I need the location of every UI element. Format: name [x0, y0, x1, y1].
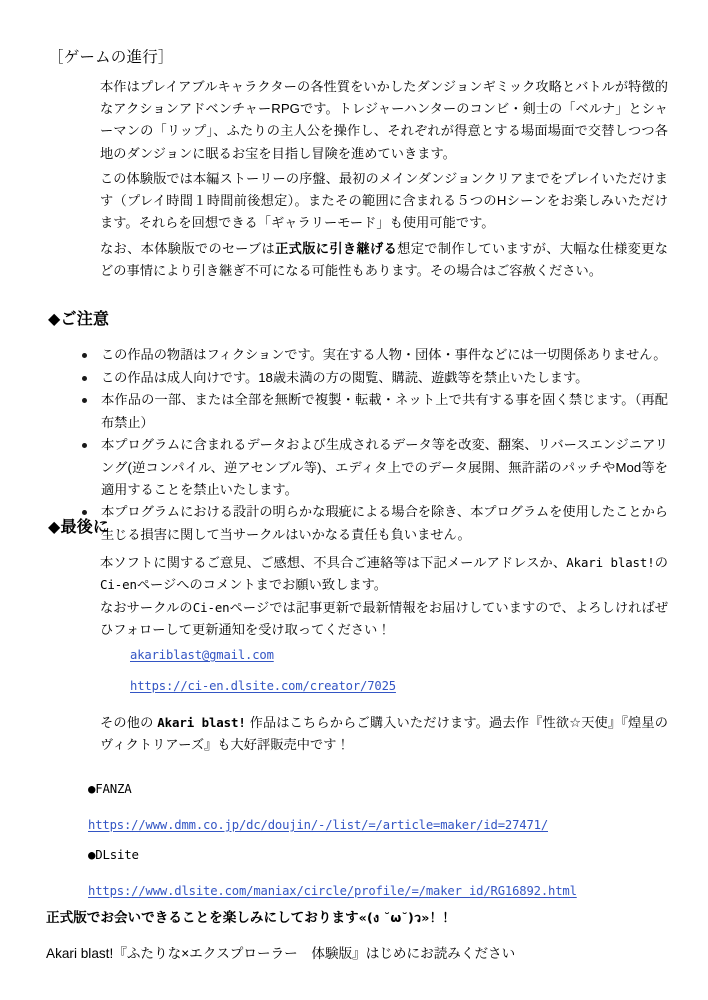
- follow-text-part2: ページでは記事更新で最新情報をお届けしていますので、よろしければぜひフォローして更新通知を受け取ってください！: [100, 600, 668, 638]
- contact-text-part1: 本ソフトに関するご意見、ご感想、不具合ご連絡等は下記メールアドレスか、: [100, 555, 567, 570]
- contact-text-part3: ページへのコメントまでお願い致します。: [136, 577, 388, 593]
- list-item: 本プログラムにおける設計の明らかな瑕疵による場合を除き、本プログラムを使用したことから生じる損害に関して当サークルはいかなる責任も負いません。: [80, 501, 668, 545]
- store-label-fanza: ●FANZA: [88, 781, 132, 796]
- save-notice-emphasis: 正式版に引き継げる: [275, 241, 398, 256]
- paragraph-other-works: [100, 712, 668, 756]
- brand-name: Akari blast!: [566, 555, 655, 570]
- follow-text-part1: なおサークルの: [100, 600, 193, 615]
- section-heading-game-progress: ［ゲームの進行］: [48, 49, 174, 66]
- list-item: この作品は成人向けです。18歳未満の方の閲覧、購読、遊戯等を禁止いたします。: [80, 367, 668, 389]
- kaomoji-emoticon: «(ง ˘ω˘)ว»！！: [358, 910, 456, 925]
- cien-label: Ci-en: [100, 577, 137, 593]
- paragraph-game-overview: 本作はプレイアブルキャラクターの各性質をいかしたダンジョンギミック攻略とバトルが特徴的なアクションアドベンチャーRPGです。トレジャーハンターのコンビ・剣士の「ベルナ」とシャーマンの「リップ」、ふたりの主人公を操作し、それぞれが得意とする場面場面で交替しつつ各地のダンジョンに眠るお宝を目指し冒険を進めていきます。: [100, 79, 668, 161]
- paragraph-save-notice: [100, 238, 668, 282]
- contact-text-part2: の: [654, 555, 668, 570]
- store-label-dlsite: ●DLsite: [88, 847, 139, 862]
- list-item: 本作品の一部、または全部を無断で複製・転載・ネット上で共有する事を固く禁じます。（再配布禁止）: [80, 389, 668, 433]
- cien-page-link[interactable]: https://ci-en.dlsite.com/creator/7025: [130, 679, 396, 693]
- caution-list: [80, 344, 668, 546]
- brand-name: Akari blast!: [157, 715, 246, 730]
- fanza-store-link[interactable]: https://www.dmm.co.jp/dc/doujin/-/list/=/article=maker/id=27471/: [88, 818, 548, 832]
- other-works-part1: その他の: [100, 715, 158, 730]
- paragraph-contact: [100, 552, 668, 596]
- other-works-part2: 作品はこちらからご購入いただけます。過去作『性欲☆天使』『煌星のヴィクトリアーズ』も大好評販売中です！: [100, 715, 669, 753]
- closing-message-text: 正式版でお会いできることを楽しみにしております: [46, 910, 359, 925]
- section-heading-caution: ◆ご注意: [48, 311, 110, 328]
- save-notice-prefix: なお、本体験版でのセーブは: [100, 241, 276, 256]
- paragraph-demo-scope: この体験版では本編ストーリーの序盤、最初のメインダンジョンクリアまでをプレイいただけます（プレイ時間１時間前後想定）。またその範囲に含まれる５つのHシーンをお楽しみいただけます。それらを回想できる「ギャラリーモード」も使用可能です。: [100, 171, 668, 231]
- paragraph-follow: [100, 597, 668, 641]
- dlsite-store-link[interactable]: https://www.dlsite.com/maniax/circle/profile/=/maker_id/RG16892.html: [88, 884, 577, 898]
- file-title: Akari blast!『ふたりな×エクスプローラー 体験版』はじめにお読みください: [46, 946, 516, 961]
- closing-message: [46, 908, 455, 928]
- cien-label: Ci-en: [192, 600, 230, 615]
- email-link[interactable]: akariblast@gmail.com: [130, 648, 274, 662]
- section-heading-closing: ◆最後に: [48, 519, 110, 536]
- save-notice-suffix: 想定で制作していますが、大幅な仕様変更などの事情により引き継ぎ不可になる可能性もあります。その場合はご容赦ください。: [100, 241, 669, 279]
- list-item: この作品の物語はフィクションです。実在する人物・団体・事件などには一切関係ありません。: [80, 344, 668, 366]
- list-item: 本プログラムに含まれるデータおよび生成されるデータ等を改変、翻案、リバースエンジニアリング(逆コンパイル、逆アセンブル等)、エディタ上でのデータ展開、無許諾のパッチやMod等を適用することを禁止いたします。: [80, 434, 668, 501]
